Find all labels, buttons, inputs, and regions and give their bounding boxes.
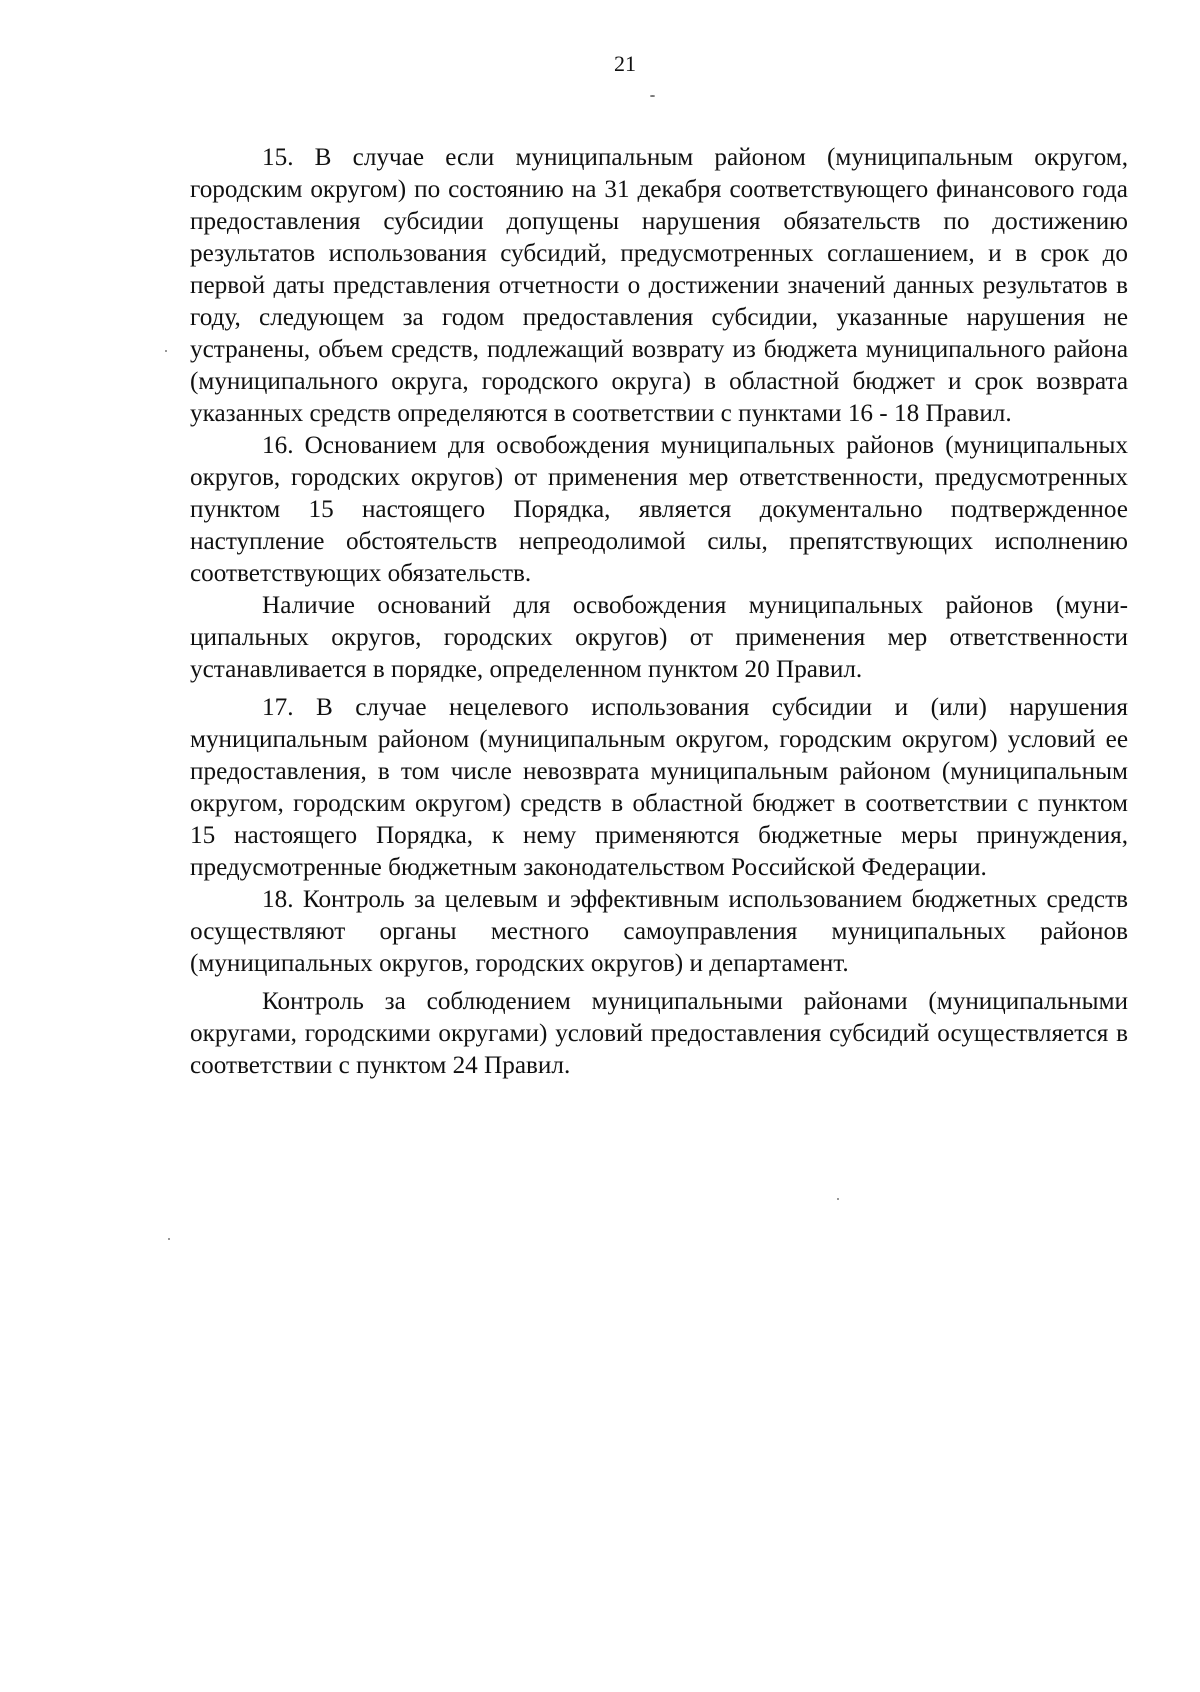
paragraph-18: 18. Контроль за целевым и эффективным использованием бюджетных средств осуществляют органы местного самоуправления муниципальных районов (муниципальных округов, городских округов) и департамент. [190,886,1128,977]
page-number: 21 [614,51,636,76]
paragraph-16: 16. Основанием для освобождения муниципальных районов (муниципальных округов, городских округов) от применения мер ответственности, предусмотренных пунктом 15 настоящего Порядка, является документально подтвержденное наступление обстоятельств непреодолимой силы, препятствующих исполнению соответствующих обязательств. [190,432,1128,587]
scan-speck [168,1238,170,1240]
document-body [190,142,1128,1082]
scan-speck [165,350,167,352]
paragraph-15: 15. В случае если муниципальным районом (муниципальным округом, городским округом) по состоянию на 31 декабря соответствующего финансового года предоставления субсидии допущены нарушения обязательств по достижению результатов использования субсидий, предусмотренных соглашением, и в срок до первой даты представления отчетности о достижении значений данных результатов в году, следующем за годом предоставления субсидии, указанные нарушения не устранены, объем средств, подлежащий возврату из бюджета муниципального района (муниципального округа, городского округа) в областной бюджет и срок возврата указанных средств определяются в соответствии с пунктами 16 - 18 Правил. [190,144,1128,427]
scan-speck [837,1198,839,1200]
paragraph-17: 17. В случае нецелевого использования субсидии и (или) нарушения муниципальным районом (муниципальным округом, городским округом) условий ее предоставления, в том числе невозврата муниципальным районом (муниципальным округом, городским округом) средств в областной бюджет в соответствии с пунктом 15 настоящего Порядка, к нему применяются бюджетные меры принуждения, предусмотренные бюджетным законодательством Российской Федерации. [190,694,1128,881]
paragraph-16-grounds: Наличие оснований для освобождения муниципальных районов (муниципальных округов, городских округов) от применения мер ответственности устанавливается в порядке, определенном пунктом 20 Правил. [190,592,1128,683]
paragraph-18-control: Контроль за соблюдением муниципальными районами (муниципальными округами, городскими округами) условий предоставления субсидий осуществляется в соответствии с пунктом 24 Правил. [190,988,1128,1079]
scan-speck [650,95,655,97]
